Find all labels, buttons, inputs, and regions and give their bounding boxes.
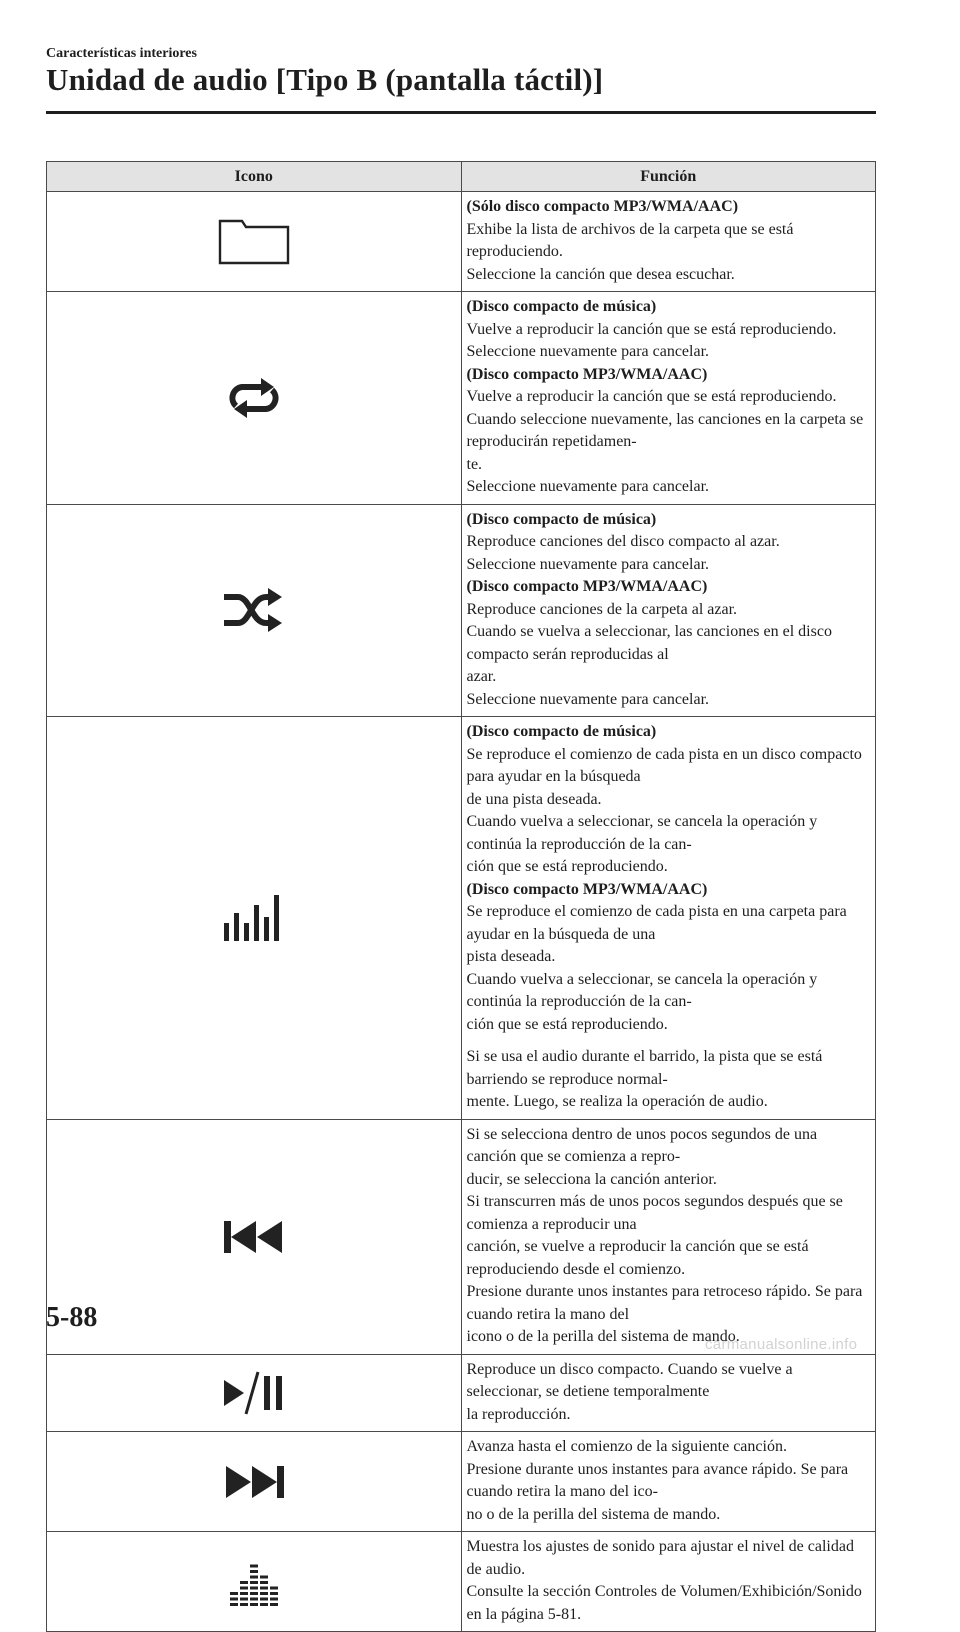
next-track-icon [222,1472,286,1489]
function-column-header: Función [461,162,876,192]
function-description: (Disco compacto de música) Se reproduce el comienzo de cada pista en un disco compacto para ayudar en la búsqueda de una pista deseada. Cuando vuelva a seleccionar, se cancela la operación y continúa la reproducción de la can- ción que se está reproduciendo. (Disco compacto MP3/WMA/AAC) Se reproduce el comienzo de cada pista en una carpeta para ayudar en la búsqueda de una pista deseada. Cuando vuelva a seleccionar, se cancela la operación y continúa la reproducción de la can- ción que se está reproduciendo. Si se usa el audio durante el barrido, la pista que se está barriendo se reproduce normal- mente. Luego, se realiza la operación de audio. [461,717,876,1120]
function-table [46,161,876,1632]
shuffle-icon [220,601,288,618]
table-row [47,292,876,505]
section-heading: Características interiores [46,46,197,61]
table-row [47,1432,876,1532]
function-description: (Sólo disco compacto MP3/WMA/AAC) Exhibe la lista de archivos de la carpeta que se está reproduciendo. Seleccione la canción que desea escuchar. [461,192,876,292]
table-row [47,1354,876,1432]
folder-icon [218,232,290,249]
function-description: Si se selecciona dentro de unos pocos segundos de una canción que se comienza a repro- ducir, se selecciona la canción anterior. Si transcurren más de unos pocos segundos después que se comienza a reproducir una canción, se vuelve a reproducir la canción que se está reproduciendo desde el comienzo. Presione durante unos instantes para retroceso rápido. Se para cuando retira la mano del icono o de la perilla del sistema de mando. [461,1119,876,1354]
function-description: Muestra los ajustes de sonido para ajustar el nivel de calidad de audio. Consulte la sección Controles de Volumen/Exhibición/Sonido en la página 5-81. [461,1532,876,1632]
table-row [47,1119,876,1354]
page-number: 5-88 [46,1302,98,1333]
function-description: (Disco compacto de música) Vuelve a reproducir la canción que se está reproduciendo. Seleccione nuevamente para cancelar. (Disco compacto MP3/WMA/AAC) Vuelve a reproducir la canción que se está reproduciendo. Cuando seleccione nuevamente, las canciones en la carpeta se reproducirán repetidamen- te. Seleccione nuevamente para cancelar. [461,292,876,505]
previous-track-icon [222,1227,286,1244]
table-row [47,504,876,717]
function-description: Reproduce un disco compacto. Cuando se vuelve a seleccionar, se detiene temporalmente la reproducción. [461,1354,876,1432]
table-row [47,192,876,292]
scan-icon [222,908,286,925]
table-row [47,717,876,1120]
page-title: Unidad de audio [Tipo B (pantalla táctil)] [46,62,604,97]
play-pause-icon [220,1383,288,1400]
repeat-icon [222,388,286,405]
equalizer-icon [226,1572,282,1589]
title-rule [46,111,876,114]
function-description: (Disco compacto de música) Reproduce canciones del disco compacto al azar. Seleccione nuevamente para cancelar. (Disco compacto MP3/WMA/AAC) Reproduce canciones de la carpeta al azar. Cuando se vuelva a seleccionar, las canciones en el disco compacto serán reproducidas al azar. Seleccione nuevamente para cancelar. [461,504,876,717]
table-row [47,1532,876,1632]
icon-column-header: Icono [47,162,462,192]
function-description: Avanza hasta el comienzo de la siguiente canción. Presione durante unos instantes para avance rápido. Se para cuando retira la mano del ico- no o de la perilla del sistema de mando. [461,1432,876,1532]
table-header-row [47,162,876,192]
watermark: carmanualsonline.info [705,1336,858,1353]
